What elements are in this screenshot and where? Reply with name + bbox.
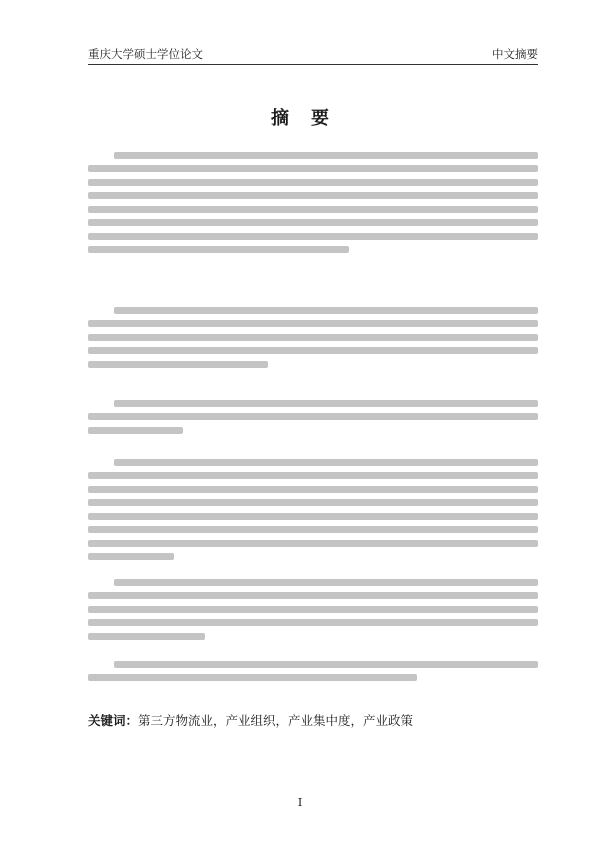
text-line	[88, 526, 538, 533]
paragraph-4	[88, 452, 538, 567]
text-line	[114, 661, 538, 668]
page-title: 摘要	[271, 108, 351, 129]
text-line	[88, 592, 538, 599]
text-line	[88, 165, 538, 172]
paragraph-2	[88, 300, 538, 374]
text-line	[114, 459, 538, 466]
text-line	[88, 219, 538, 226]
text-line	[88, 606, 538, 613]
text-line	[88, 361, 268, 368]
text-line	[88, 427, 183, 434]
header-thesis-title: 重庆大学硕士学位论文	[88, 47, 203, 61]
text-line	[88, 347, 538, 354]
text-line	[114, 579, 538, 586]
text-line	[114, 152, 538, 159]
text-line	[88, 633, 205, 640]
page-number: I	[297, 796, 303, 809]
paragraph-6	[88, 654, 538, 688]
text-line	[88, 320, 538, 327]
text-line	[88, 499, 538, 506]
text-line	[88, 619, 538, 626]
text-line	[88, 486, 538, 493]
text-line	[88, 246, 349, 253]
text-line	[88, 334, 538, 341]
text-line	[114, 400, 538, 407]
text-line	[88, 553, 174, 560]
paragraph-5	[88, 572, 538, 646]
text-line	[88, 179, 538, 186]
header-section-name: 中文摘要	[492, 47, 538, 61]
text-line	[88, 472, 538, 479]
text-line	[88, 192, 538, 199]
text-line	[88, 413, 538, 420]
text-line	[88, 674, 417, 681]
text-line	[88, 206, 538, 213]
header-rule	[88, 64, 538, 65]
keywords-label: 关键词：	[88, 713, 139, 728]
running-header	[88, 42, 538, 62]
text-line	[88, 233, 538, 240]
text-line	[88, 540, 538, 547]
keywords-text: 第三方物流业，产业组织，产业集中度，产业政策	[138, 713, 414, 728]
keywords-line	[88, 711, 538, 729]
text-line	[88, 513, 538, 520]
paragraph-1	[88, 145, 538, 260]
text-line	[114, 307, 538, 314]
paragraph-3	[88, 393, 538, 440]
